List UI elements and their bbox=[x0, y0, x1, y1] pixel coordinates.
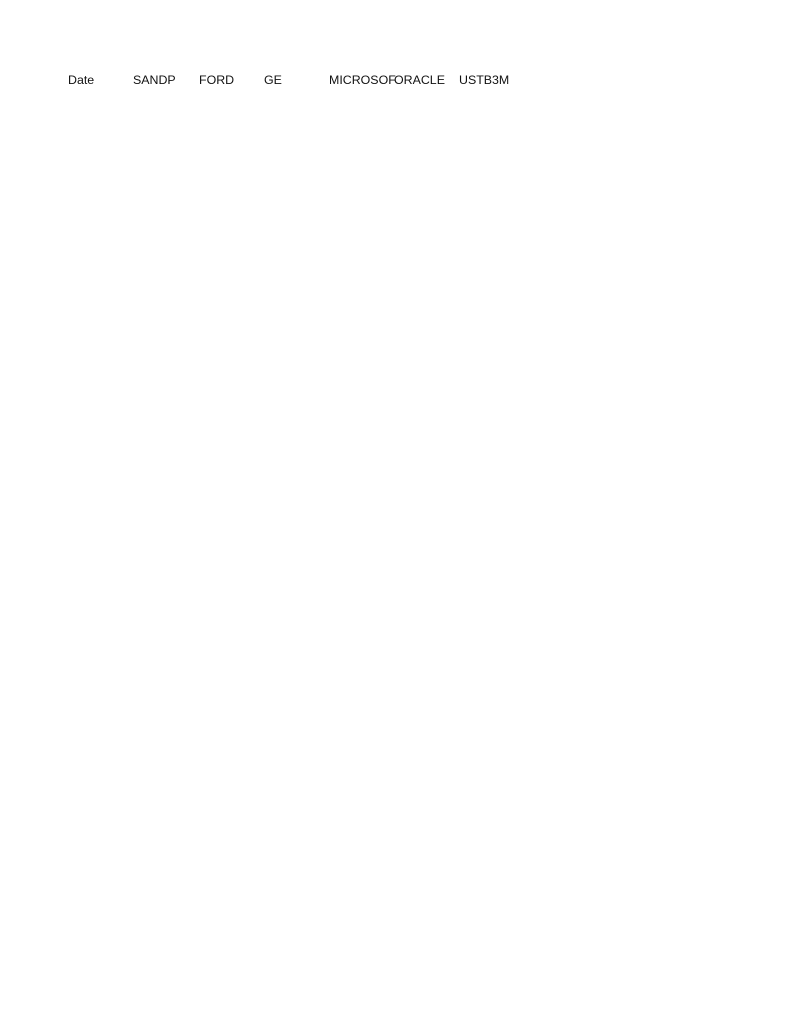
header-oracle: ORACLE bbox=[394, 73, 445, 87]
header-ustb3m: USTB3M bbox=[459, 73, 510, 87]
header-ford: FORD bbox=[199, 73, 235, 87]
header-ge: GE bbox=[264, 73, 282, 87]
header-microsoft: MICROSOF bbox=[329, 73, 396, 87]
header-date: Date bbox=[68, 73, 95, 87]
header-sandp: SANDP bbox=[133, 73, 176, 87]
